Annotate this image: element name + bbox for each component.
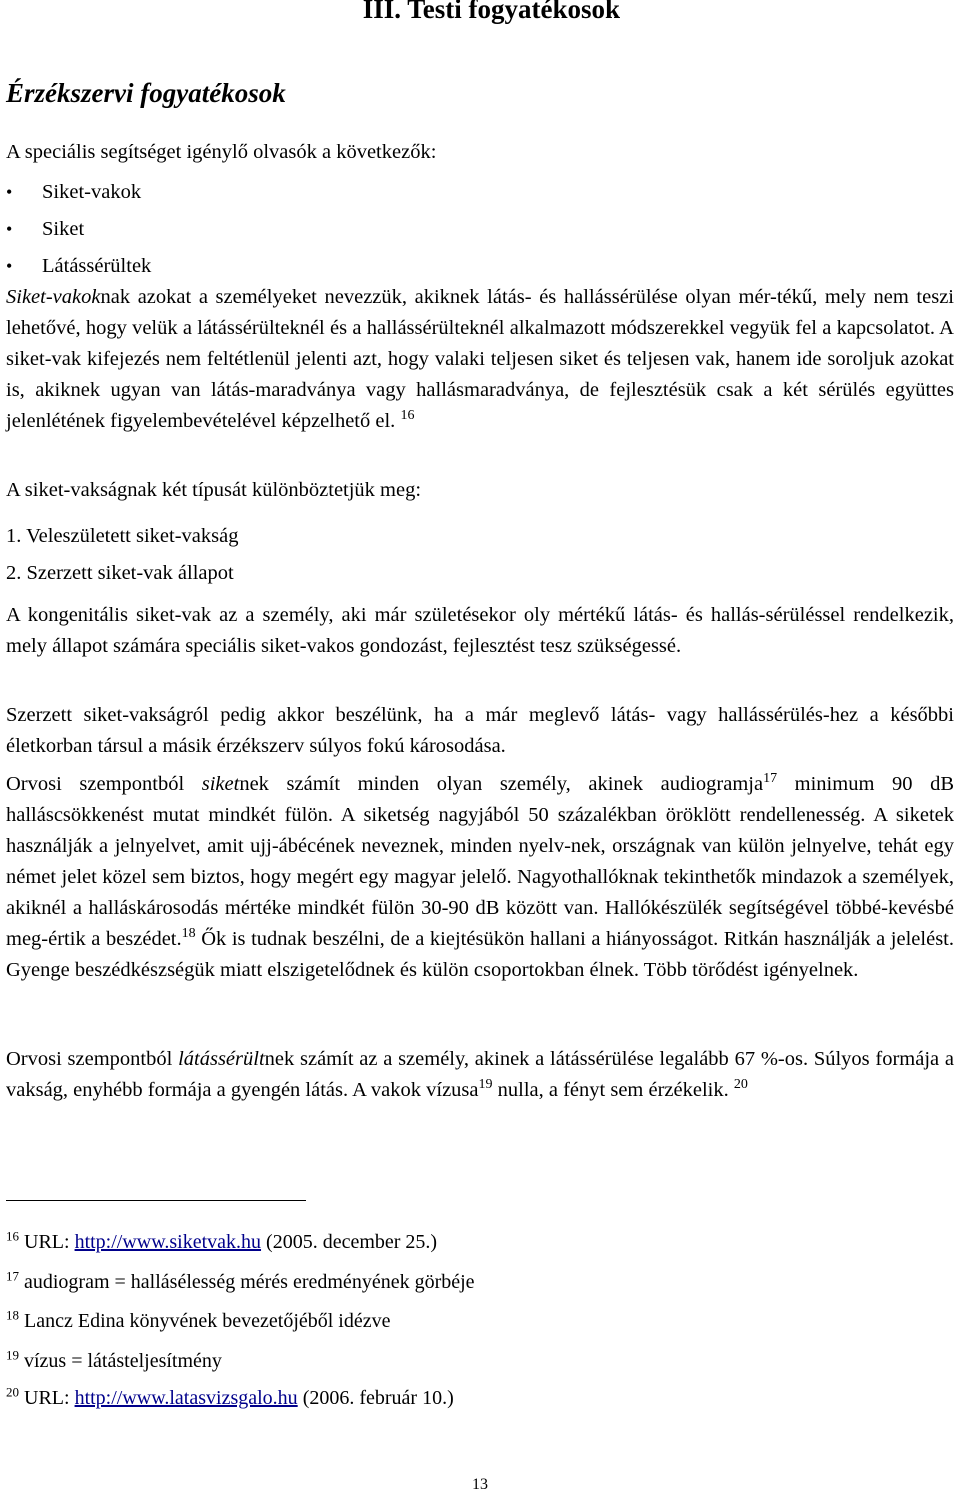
chapter-title: III. Testi fogyatékosok bbox=[362, 0, 620, 24]
paragraph-text: Orvosi szempontból bbox=[6, 773, 202, 795]
footnote-text: (2006. február 10.) bbox=[297, 1387, 454, 1409]
footnote-number: 20 bbox=[6, 1384, 19, 1400]
footnote-text: (2005. december 25.) bbox=[261, 1231, 438, 1253]
paragraph-text: minimum 90 dB halláscsökkenést mutat mindkét fülön. A siketség nagyjából 50 százalékban öröklött rendellenesség. A siketek használják a jelnyelvet, amit ujj-ábécének neveznek, minden nyelv-nek, országnak van külön jelnyelve, tehát egy német jelet közel sem biztos, hogy megért egy magyar jelelő. Nagyothallóknak tekinthetők mindazok a személyek, akiknél a halláskárosodás mértéke mindkét fülön 30-90 dB között van. Hallókészülék segítségével többé-kevésbé meg-értik a beszédet. bbox=[6, 773, 954, 950]
paragraph-text: nek számít minden olyan személy, akinek audiogramja bbox=[239, 773, 764, 795]
footnote-19 bbox=[6, 1349, 222, 1373]
paragraph-siket bbox=[6, 769, 954, 986]
footnote-link[interactable]: http://www.siketvak.hu bbox=[74, 1231, 262, 1253]
footnote-text: Lancz Edina könyvének bevezetőjéből idézve bbox=[19, 1310, 391, 1332]
footnote-ref[interactable]: 20 bbox=[733, 1077, 748, 1093]
paragraph-latassérült bbox=[6, 1044, 954, 1106]
footnote-16 bbox=[6, 1230, 437, 1254]
paragraph-siket-vakok bbox=[6, 282, 954, 437]
footnote-text: URL: bbox=[19, 1387, 75, 1409]
paragraph-text: nak azokat a személyeket nevezzük, akiknek látás- és hallássérülése olyan mér-tékű, mely nem teszi lehetővé, hogy velük a látássérülteknél és a hallássérülteknél alkalmazott módszerekkel vegyük fel a kapcsolatot. A siket-vak kifejezés nem feltétlenül jelenti azt, hogy valaki teljesen siket és teljesen vak, hanem ide soroljuk azokat is, akiknek ugyan van látás-maradványa vagy hallásmaradványa, de fejlesztésük csak a két sérülés együttes jelenlétének figyelembevételével képzelhető el. bbox=[6, 286, 954, 432]
footnote-20 bbox=[6, 1386, 454, 1410]
list-item: • Siket-vakok bbox=[6, 174, 151, 211]
footnote-text: audiogram = hallásélesség mérés eredményének görbéje bbox=[19, 1271, 475, 1293]
footnote-text: vízus = látásteljesítmény bbox=[19, 1350, 222, 1372]
footnote-link[interactable]: http://www.latasvizsgalo.hu bbox=[74, 1387, 298, 1409]
paragraph-text: Ők is tudnak beszélni, de a kiejtésükön hallani a hiányosságot. Ritkán használják a jelelést. Gyenge beszédkészségük miatt elszigetelődnek és külön csoportokban élnek. Több törődést igényelnek. bbox=[6, 928, 954, 981]
term: Siket-vakok bbox=[6, 286, 101, 308]
page-number: 13 bbox=[472, 1476, 488, 1493]
footnote-18 bbox=[6, 1309, 391, 1333]
term: látássérült bbox=[178, 1048, 265, 1070]
footnote-ref[interactable]: 16 bbox=[400, 408, 415, 424]
footnote-number: 18 bbox=[6, 1307, 19, 1323]
footnote-ref[interactable]: 18 bbox=[181, 926, 196, 942]
paragraph-text: nulla, a fényt sem érzékelik. bbox=[492, 1079, 734, 1101]
intro-paragraph: A speciális segítséget igénylő olvasók a következők: bbox=[6, 141, 437, 163]
footnote-number: 16 bbox=[6, 1228, 19, 1244]
paragraph-text: nek számít az a személy, akinek a látássérülése legalább 67 %-os. Súlyos formája a vakság, enyhébb formája a gyengén látás. A vakok vízusa bbox=[6, 1048, 954, 1101]
footnote-ref[interactable]: 17 bbox=[763, 771, 778, 787]
bullet-list bbox=[6, 174, 151, 285]
paragraph-szerzett: Szerzett siket-vakságról pedig akkor beszélünk, ha a már meglevő látás- vagy hallássérülés-hez a későbbi életkorban társul a másik érzékszerv súlyos fokú károsodása. bbox=[6, 704, 954, 757]
list-item: • Látássérültek bbox=[6, 248, 151, 285]
section-title: Érzékszervi fogyatékosok bbox=[6, 78, 286, 108]
paragraph-types: A siket-vakságnak két típusát különböztetjük meg: bbox=[6, 479, 422, 501]
paragraph-text: Orvosi szempontból bbox=[6, 1048, 179, 1070]
footnote-number: 19 bbox=[6, 1347, 19, 1363]
footnote-rule bbox=[6, 1200, 306, 1201]
paragraph-type-2: 2. Szerzett siket-vak állapot bbox=[6, 562, 234, 584]
paragraph-type-1: 1. Veleszületett siket-vakság bbox=[6, 525, 239, 547]
footnote-text: URL: bbox=[19, 1231, 75, 1253]
footnote-17 bbox=[6, 1270, 475, 1294]
footnote-number: 17 bbox=[6, 1268, 19, 1284]
footnote-ref[interactable]: 19 bbox=[478, 1077, 493, 1093]
paragraph-kongenitalis: A kongenitális siket-vak az a személy, aki már születésekor oly mértékű látás- és hallás-sérüléssel rendelkezik, mely állapot számára speciális siket-vakos gondozást, fejlesztést tesz szükségessé. bbox=[6, 604, 954, 657]
list-item: • Siket bbox=[6, 211, 151, 248]
term: siket bbox=[201, 773, 240, 795]
